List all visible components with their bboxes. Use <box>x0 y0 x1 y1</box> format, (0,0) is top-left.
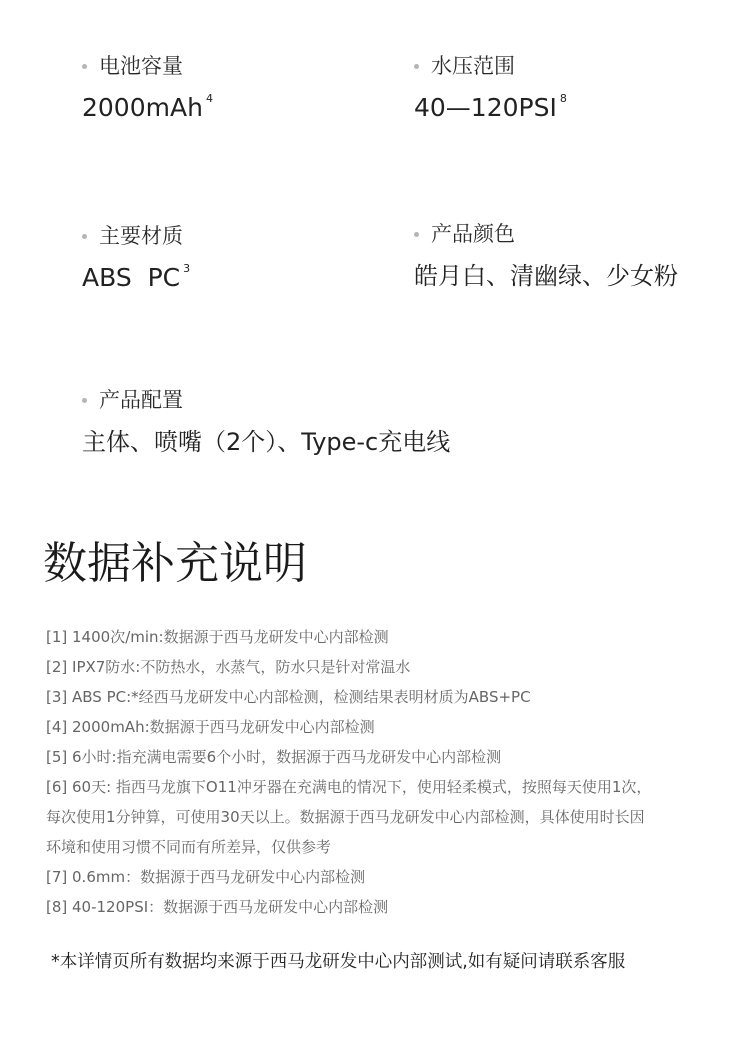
spec-label-text: 产品配置 <box>99 388 183 412</box>
spec-product-configuration <box>82 385 450 460</box>
footnote-item: [6] 60天: 指西马龙旗下O11冲牙器在充满电的情况下，使用轻柔模式，按照每天使用1次， <box>46 778 652 796</box>
footnote-item: [4] 2000mAh:数据源于西马龙研发中心内部检测 <box>46 718 375 736</box>
spec-label <box>414 219 678 249</box>
spec-main-material <box>82 221 190 296</box>
spec-value <box>414 90 567 126</box>
footnote-marker: 3 <box>183 262 191 275</box>
footnote-item: [2] IPX7防水:不防热水，水蒸气，防水只是针对常温水 <box>46 658 411 676</box>
bullet-dot-icon <box>414 232 419 237</box>
footnote-item-continued: 环境和使用习惯不同而有所差异，仅供参考 <box>46 838 332 856</box>
spec-value <box>82 260 190 296</box>
spec-value-text: ABS PC <box>82 263 181 292</box>
spec-water-pressure <box>414 51 567 126</box>
footnotes-list <box>46 622 726 922</box>
spec-value-text: 主体、喷嘴（2个）、Type-c充电线 <box>82 428 451 456</box>
disclaimer-text: *本详情页所有数据均来源于西马龙研发中心内部测试,如有疑问请联系客服 <box>51 952 626 972</box>
bullet-dot-icon <box>82 64 87 69</box>
spec-product-colors <box>414 219 678 294</box>
spec-value-text: 40—120PSI <box>414 93 557 122</box>
spec-label <box>414 51 567 81</box>
spec-value <box>82 90 213 126</box>
footnote-marker: 8 <box>559 92 567 105</box>
spec-label <box>82 221 190 251</box>
spec-label-text: 主要材质 <box>99 224 183 248</box>
bullet-dot-icon <box>414 64 419 69</box>
footnote-item: [5] 6小时:指充满电需要6个小时，数据源于西马龙研发中心内部检测 <box>46 748 502 766</box>
footnote-item: [1] 1400次/min:数据源于西马龙研发中心内部检测 <box>46 628 389 646</box>
footnote-marker: 4 <box>205 92 213 105</box>
spec-battery-capacity <box>82 51 213 126</box>
footnote-item: [3] ABS PC:*经西马龙研发中心内部检测，检测结果表明材质为ABS+PC <box>46 688 531 706</box>
bullet-dot-icon <box>82 398 87 403</box>
bullet-dot-icon <box>82 234 87 239</box>
footnote-item-continued: 每次使用1分钟算，可使用30天以上。数据源于西马龙研发中心内部检测，具体使用时长因 <box>46 808 645 826</box>
spec-value-text: 2000mAh <box>82 93 203 122</box>
spec-label-text: 电池容量 <box>99 54 183 78</box>
spec-label <box>82 385 450 415</box>
spec-label <box>82 51 213 81</box>
spec-value <box>414 258 678 294</box>
footnote-item: [8] 40-120PSI：数据源于西马龙研发中心内部检测 <box>46 898 389 916</box>
spec-value <box>82 424 450 460</box>
footnote-item: [7] 0.6mm：数据源于西马龙研发中心内部检测 <box>46 868 366 886</box>
section-title: 数据补充说明 <box>43 538 307 589</box>
spec-label-text: 产品颜色 <box>431 222 515 246</box>
spec-value-text: 皓月白、清幽绿、少女粉 <box>414 262 678 290</box>
spec-label-text: 水压范围 <box>431 54 515 78</box>
